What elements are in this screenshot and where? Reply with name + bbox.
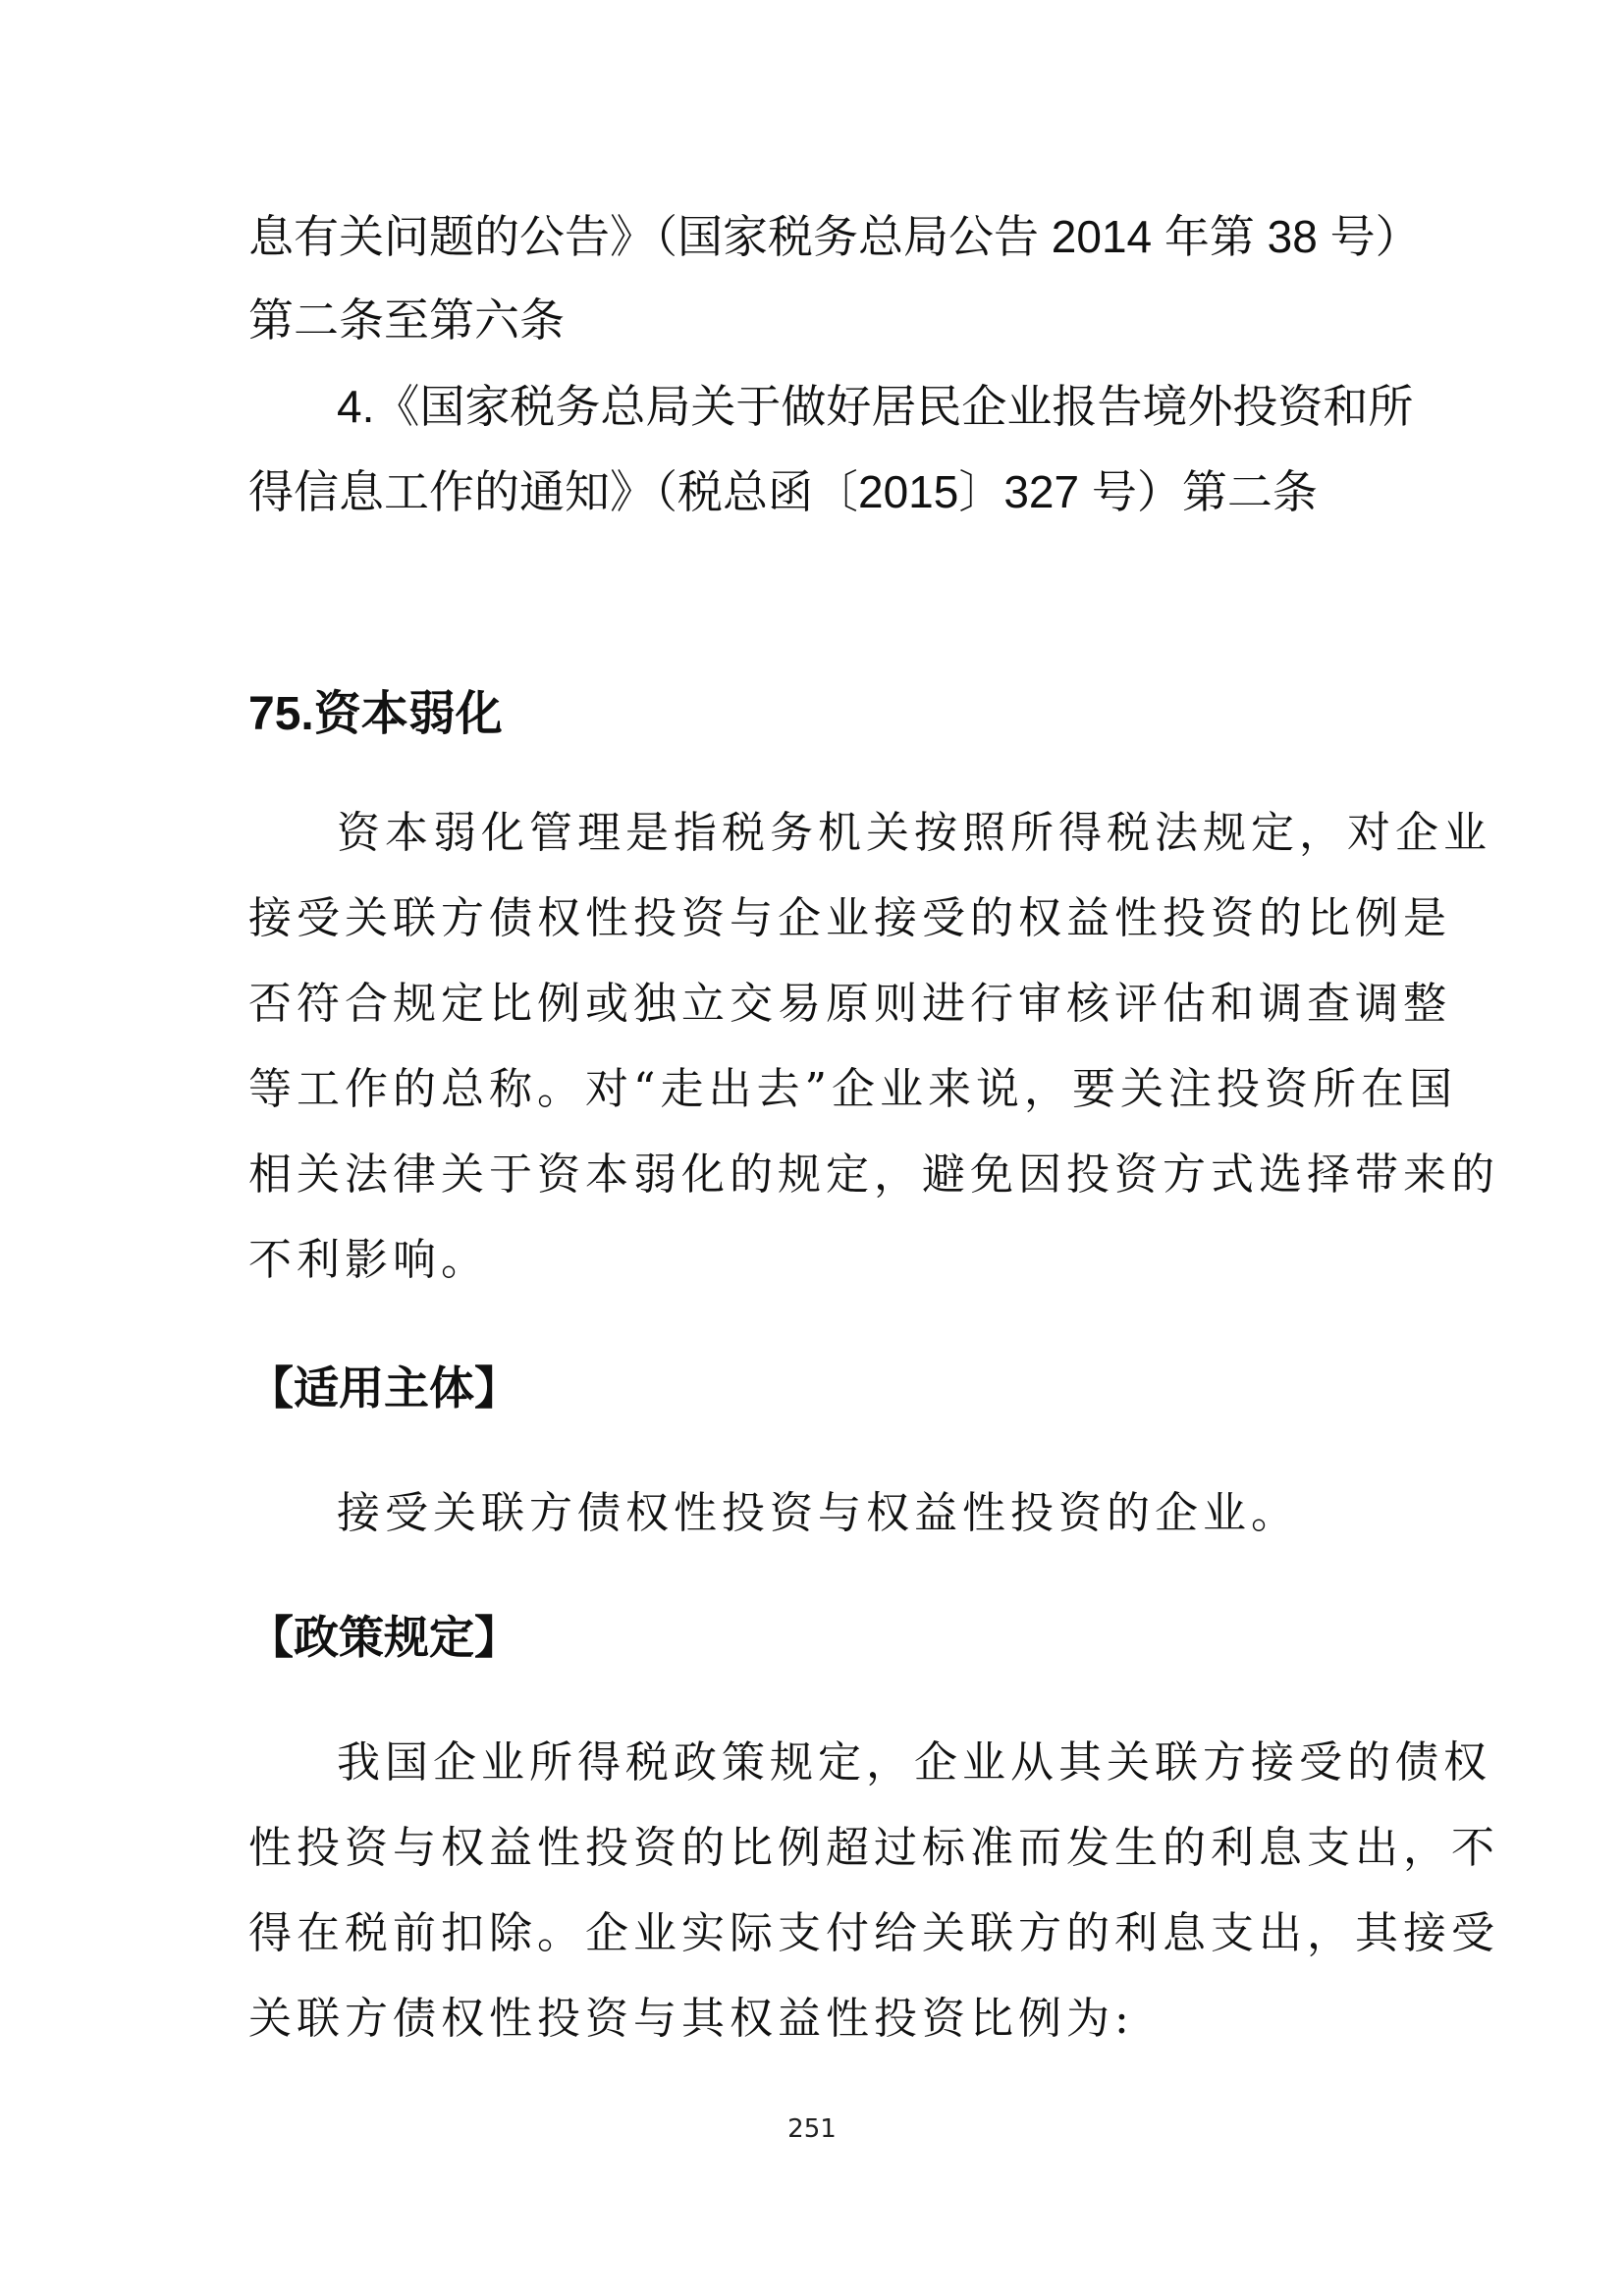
body-line: 性投资与权益性投资的比例超过标准而发生的利息支出，不 xyxy=(248,1823,1499,1873)
body-line: 相关法律关于资本弱化的规定，避免因投资方式选择带来的 xyxy=(248,1149,1499,1200)
body-line: 接受关联方债权性投资与企业接受的权益性投资的比例是 xyxy=(248,893,1451,943)
page-number: 251 xyxy=(787,2114,837,2144)
body-line: 等工作的总称。对“走出去”企业来说，要关注投资所在国 xyxy=(248,1064,1457,1114)
body-line: 不利影响。 xyxy=(248,1235,489,1285)
body-line: 否符合规定比例或独立交易原则进行审核评估和调查调整 xyxy=(248,979,1451,1029)
reference-line: 得信息工作的通知》（税总函〔2015〕327 号）第二条 xyxy=(248,466,1318,517)
section-title: 75.资本弱化 xyxy=(248,688,503,740)
policy-heading: 【政策规定】 xyxy=(248,1612,519,1663)
body-line: 得在税前扣除。企业实际支付给关联方的利息支出，其接受 xyxy=(248,1908,1499,1958)
subject-heading: 【适用主体】 xyxy=(248,1362,519,1414)
body-line: 我国企业所得税政策规定，企业从其关联方接受的债权 xyxy=(337,1737,1491,1788)
reference-line: 息有关问题的公告》（国家税务总局公告 2014 年第 38 号） xyxy=(248,211,1421,262)
body-line: 资本弱化管理是指税务机关按照所得税法规定，对企业 xyxy=(337,808,1491,858)
body-line: 接受关联方债权性投资与权益性投资的企业。 xyxy=(337,1488,1299,1538)
reference-line: 4.《国家税务总局关于做好居民企业报告境外投资和所 xyxy=(337,381,1414,432)
reference-line: 第二条至第六条 xyxy=(248,294,565,346)
body-line: 关联方债权性投资与其权益性投资比例为: xyxy=(248,1994,1134,2044)
